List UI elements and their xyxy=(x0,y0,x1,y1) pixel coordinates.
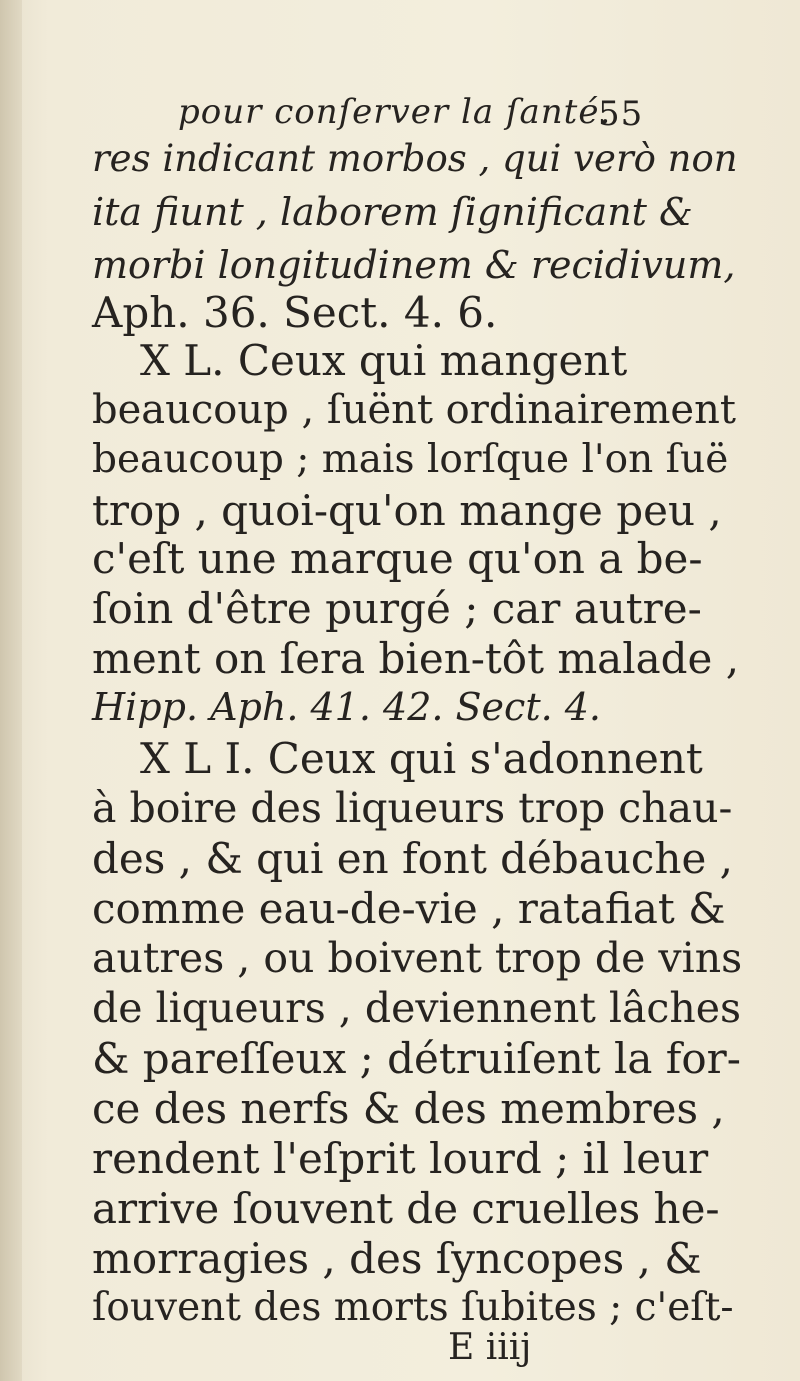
text-line: Aph. 36. Sect. 4. 6. xyxy=(92,288,498,337)
text-line: morbi longitudinem & recidivum, xyxy=(92,243,736,287)
section-heading-xli: X L I. Ceux qui s'adonnent xyxy=(140,734,703,783)
text-line: c'eſt une marque qu'on a be- xyxy=(92,534,703,583)
text-line: morragies , des ſyncopes , & xyxy=(92,1234,702,1283)
text-line: de liqueurs , deviennent lâches xyxy=(92,984,742,1032)
text-line: ment on ſera bien-tôt malade , xyxy=(92,634,740,683)
text-line: beaucoup ; mais lorſque l'on ſuë xyxy=(92,437,729,482)
section-heading-xl: X L. Ceux qui mangent xyxy=(140,336,628,385)
citation-line: Hipp. Aph. 41. 42. Sect. 4. xyxy=(92,685,602,729)
text-line: res indicant morbos , qui verò non xyxy=(92,137,738,180)
text-line: ce des nerfs & des membres , xyxy=(92,1084,725,1133)
text-line: ſoin d'être purgé ; car autre- xyxy=(92,584,702,633)
page-gutter xyxy=(0,0,22,1381)
text-line: arrive ſouvent de cruelles he- xyxy=(92,1184,720,1233)
text-line: ita fiunt , laborem ſignificant & xyxy=(92,190,693,234)
text-line: & pareſſeux ; détruiſent la for- xyxy=(92,1034,741,1083)
text-line: des , & qui en font débauche , xyxy=(92,834,734,883)
signature-mark: E iiij xyxy=(448,1327,532,1368)
text-line: rendent l'eſprit lourd ; il leur xyxy=(92,1134,709,1183)
text-line: ſouvent des morts ſubites ; c'eſt- xyxy=(92,1285,734,1330)
page-number: 55 xyxy=(598,94,644,134)
text-line: beaucoup , ſuënt ordinairement xyxy=(92,387,736,433)
text-line: autres , ou boivent trop de vins xyxy=(92,934,743,982)
text-line: à boire des liqueurs trop chau- xyxy=(92,784,733,832)
text-line: comme eau-de-vie , ratafiat & xyxy=(92,884,726,933)
text-line: trop , quoi-qu'on mange peu , xyxy=(92,486,722,535)
running-title: pour conſerver la ſanté. xyxy=(178,92,612,132)
